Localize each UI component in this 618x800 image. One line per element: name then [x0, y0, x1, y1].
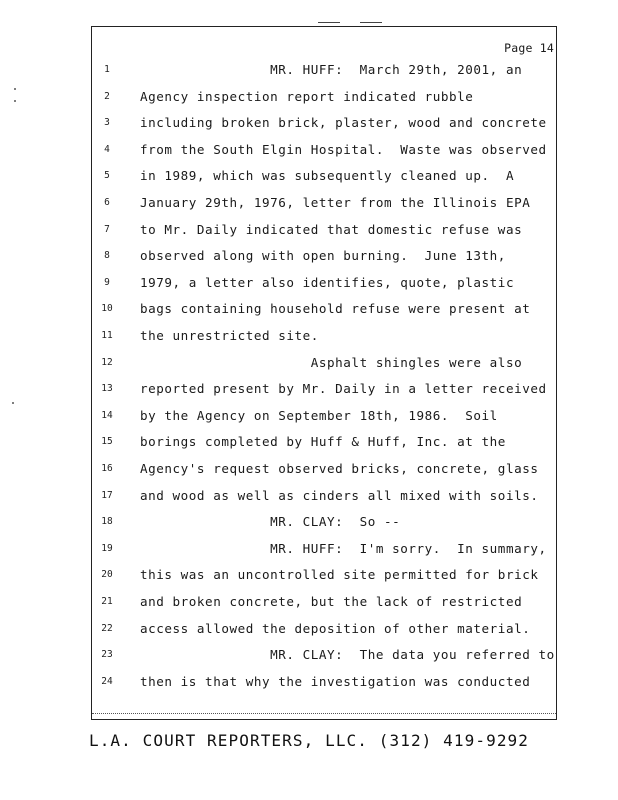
top-crop-mark-left — [318, 22, 340, 23]
line-number: 8 — [104, 250, 110, 262]
line-text: MR. CLAY: The data you referred to — [140, 647, 555, 663]
page-number: Page 14 — [504, 41, 554, 55]
line-text: Agency's request observed bricks, concrete, glass — [140, 461, 539, 476]
line-number: 16 — [101, 463, 113, 474]
transcript-line — [0, 616, 618, 642]
line-number: 10 — [101, 303, 113, 315]
line-number: 2 — [104, 90, 110, 102]
line-text: reported present by Mr. Daily in a letter received — [140, 381, 547, 397]
transcript-line — [0, 163, 618, 189]
line-text: from the South Elgin Hospital. Waste was observed — [140, 141, 547, 157]
line-text: Agency inspection report indicated rubble — [140, 88, 474, 104]
transcript-line — [0, 270, 618, 296]
line-number: 17 — [101, 489, 113, 501]
transcript-line — [0, 509, 618, 535]
transcript-line — [0, 84, 618, 110]
line-number: 6 — [104, 197, 110, 208]
transcript-line — [0, 429, 618, 455]
line-number: 1 — [104, 64, 110, 75]
line-text: bags containing household refuse were present at — [140, 301, 531, 317]
line-number: 14 — [101, 409, 113, 421]
line-text: by the Agency on September 18th, 1986. Soil — [140, 407, 498, 423]
transcript-line — [0, 217, 618, 243]
line-number: 7 — [104, 223, 110, 235]
line-number: 21 — [101, 596, 113, 607]
court-reporter-footer: L.A. COURT REPORTERS, LLC. (312) 419-9292 — [88, 731, 530, 750]
transcript-line — [0, 190, 618, 216]
line-text: to Mr. Daily indicated that domestic refuse was — [140, 221, 523, 237]
transcript-line — [0, 403, 618, 429]
line-text: and broken concrete, but the lack of restricted — [140, 594, 523, 609]
line-number: 3 — [104, 117, 110, 129]
transcript-line — [0, 57, 618, 83]
line-text: observed along with open burning. June 13th, — [140, 248, 506, 264]
line-number: 11 — [101, 330, 113, 341]
line-text: and wood as well as cinders all mixed with soils. — [140, 487, 539, 503]
top-crop-mark-right — [360, 22, 382, 23]
line-number: 13 — [101, 383, 113, 395]
line-number: 24 — [101, 675, 113, 687]
line-text: in 1989, which was subsequently cleaned up. A — [140, 168, 515, 184]
line-number: 4 — [104, 143, 110, 155]
line-text: Asphalt shingles were also — [140, 354, 523, 370]
line-text: including broken brick, plaster, wood and concrete — [140, 115, 547, 131]
line-number: 23 — [101, 649, 113, 661]
transcript-line — [0, 350, 618, 376]
transcript-line — [0, 642, 618, 668]
transcript-line — [0, 110, 618, 136]
transcript-line — [0, 323, 618, 349]
line-number: 22 — [101, 622, 113, 634]
line-number: 5 — [104, 170, 110, 182]
line-text: MR. HUFF: I'm sorry. In summary, — [140, 540, 547, 556]
transcript-line — [0, 376, 618, 402]
transcript-line — [0, 456, 618, 482]
line-text: access allowed the deposition of other material. — [140, 620, 531, 636]
line-text: 1979, a letter also identifies, quote, plastic — [140, 274, 515, 290]
transcript-line — [0, 483, 618, 509]
line-text: borings completed by Huff & Huff, Inc. at the — [140, 434, 506, 450]
line-text: January 29th, 1976, letter from the Illinois EPA — [140, 195, 531, 210]
line-text: MR. HUFF: March 29th, 2001, an — [140, 62, 523, 77]
transcript-line — [0, 669, 618, 695]
line-text: MR. CLAY: So -- — [140, 514, 401, 530]
transcript-line — [0, 536, 618, 562]
line-text: then is that why the investigation was conducted — [140, 673, 531, 689]
line-text: the unrestricted site. — [140, 328, 319, 343]
transcript-line — [0, 296, 618, 322]
line-text: this was an uncontrolled site permitted for brick — [140, 567, 539, 583]
line-number: 18 — [101, 516, 113, 528]
line-number: 9 — [104, 276, 110, 288]
line-number: 19 — [101, 542, 113, 554]
transcript-line — [0, 243, 618, 269]
line-number: 12 — [101, 356, 113, 368]
line-number: 20 — [101, 569, 113, 581]
line-number: 15 — [101, 436, 113, 448]
transcript-line — [0, 589, 618, 615]
transcript-line — [0, 562, 618, 588]
transcript-line — [0, 137, 618, 163]
